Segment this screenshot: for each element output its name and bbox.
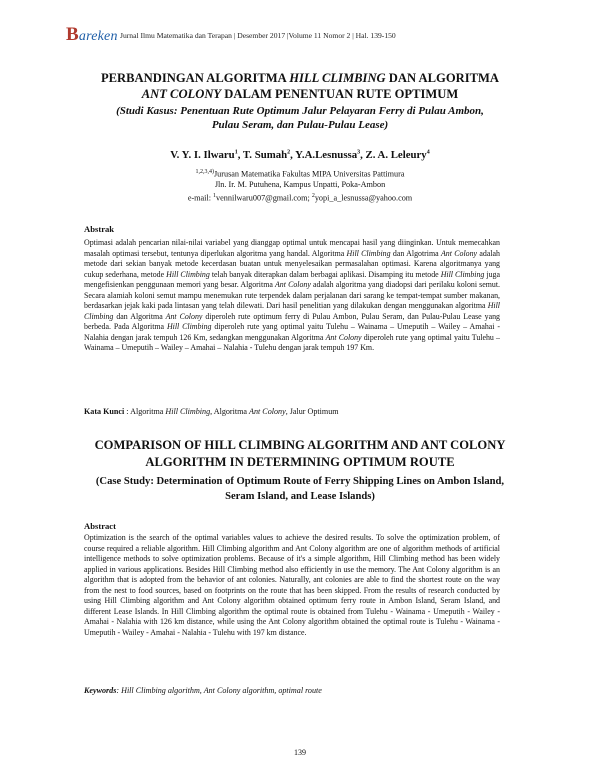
abstrak-body: Optimasi adalah pencarian nilai-nilai variabel yang dianggap optimal untuk mencapai hasil yang diinginkan. Untuk memecahkan masalah optimasi tersebut, tentunya diperlukan algoritma yang handal. Algoritma Hill Climbing dan Algotrima Ant Colony adalah metode dari sekian banyak metode kecerdasan buatan untuk menyelesaikan permasalahan optimasi. Karena algoritmanya yang cukup sederhana, metode Hill Climbing telah banyak diterapkan dalam berbagai aplikasi. Disamping itu metode Hill Climbing juga mengefisienkan penggunaan memori yang besar. Algoritma Ant Colony adalah algoritma yang diadopsi dari perilaku koloni semut. Secara alamiah koloni semut mampu menemukan rute terpendek dalam perjalanan dari sarang ke tempat-tempat sumber makanan, berdasarkan jejak kaki pada lintasan yang telah dilewati. Dari hasil penelitian yang dilakukan dengan menggunakan algoritma Hill Climbing dan Algoritma Ant Colony diperoleh rute optimum ferry di Pulau Ambon, Pulau Seram, dan Pulau-Pulau Lease yang berbeda. Pada Algoritma Hill Climbing diperoleh rute yang optimal yaitu Tulehu – Wainama – Umeputih – Wailey – Amahai - Nalahia dengan jarak tempuh 126 Km, sedangkan menggunakan Algoritma Ant Colony diperoleh rute yang optimal yaitu Tulehu – Wainama – Umeputih – Wailey – Amahai – Nalahia - Tulehu dengan jarak tempuh 197 Km. <box>84 238 501 352</box>
paper-title: PERBANDINGAN ALGORITMA HILL CLIMBING DAN ALGORITMA ANT COLONY DALAM PENENTUAN RUTE OPTIMUM <box>100 71 500 101</box>
journal-header <box>66 24 566 48</box>
english-subtitle: (Case Study: Determination of Optimum Route of Ferry Shipping Lines on Ambon Island, Seram Island, and Lease Islands) <box>95 476 505 502</box>
keywords: Keywords: Hill Climbing algorithm, Ant Colony algorithm, optimal route <box>84 686 322 695</box>
abstrak-heading: Abstrak <box>84 224 115 234</box>
journal-logo: Bareken <box>66 24 118 45</box>
kata-kunci: Kata Kunci : Algoritma Hill Climbing, Algoritma Ant Colony, Jalur Optimum <box>84 407 339 416</box>
abstract-heading: Abstract <box>84 521 116 531</box>
author-list: V. Y. I. Ilwaru$^1$, T. Sumah$^2$, Y.A.Lesnussa$^3$, Z. A. Leleury$^4$ <box>170 149 430 161</box>
english-title: COMPARISON OF HILL CLIMBING ALGORITHM AND ANT COLONY ALGORITHM IN DETERMINING OPTIMUM ROUTE <box>94 438 506 469</box>
page-number: 139 <box>294 748 306 757</box>
journal-info: Jurnal Ilmu Matematika dan Terapan | Desember 2017 |Volume 11 Nomor 2 | Hal. 139-150 <box>120 31 396 40</box>
abstract-body: Optimization is the search of the optimal variables values to achieve the desired results. To solve the optimization problem, of course required a reliable algorithm. Hill Climbing algorithm and Ant Colony algorithm are one of algorithm methods of artificial intelligence methods to solve optimization problems. Because of it's a simple algorithm, Hill Climbing method has been widely applied in various applications. Besides Hill Climbing method also efficiently in use the memory. The Ant Colony algorithm is an algorithm that is adopted from the behavior of ant colonies. Naturally, ant colonies are able to find the shortest route on the way from the nest to food sources, based on footprints on the route that has been skipped. From the results of research conducted by using Hill Climbing algorithm and Ant Colony algorithm obtained optimum ferry route in Ambon Island, Seram Island, and different Lease Islands. In Hill Climbing algorithm the optimal route is obtained from Tulehu - Wainama - Umeputih - Wailey - Amahai - Nalahia with 126 km distance, while using the Ant Colony algorithm obtained the optimal route is Tulehu - Wainama - Umeputih - Wailey - Amahai - Nalahia - Tulehu with 197 km distance. <box>84 533 500 637</box>
affiliation: $^{1,2,3,4)}$Jurusan Matematika Fakultas MIPA Universitas Pattimura Jln. Ir. M. Putuhena, Kampus Unpatti, Poka-Ambon e-mail: $^1$vennilwaru007@gmail.com; $^2$yopi_a_lesnussa@yahoo.com <box>187 169 413 203</box>
paper-subtitle: (Studi Kasus: Penentuan Rute Optimum Jalur Pelayaran Ferry di Pulau Ambon, Pulau Seram, dan Pulau-Pulau Lease) <box>116 105 484 131</box>
